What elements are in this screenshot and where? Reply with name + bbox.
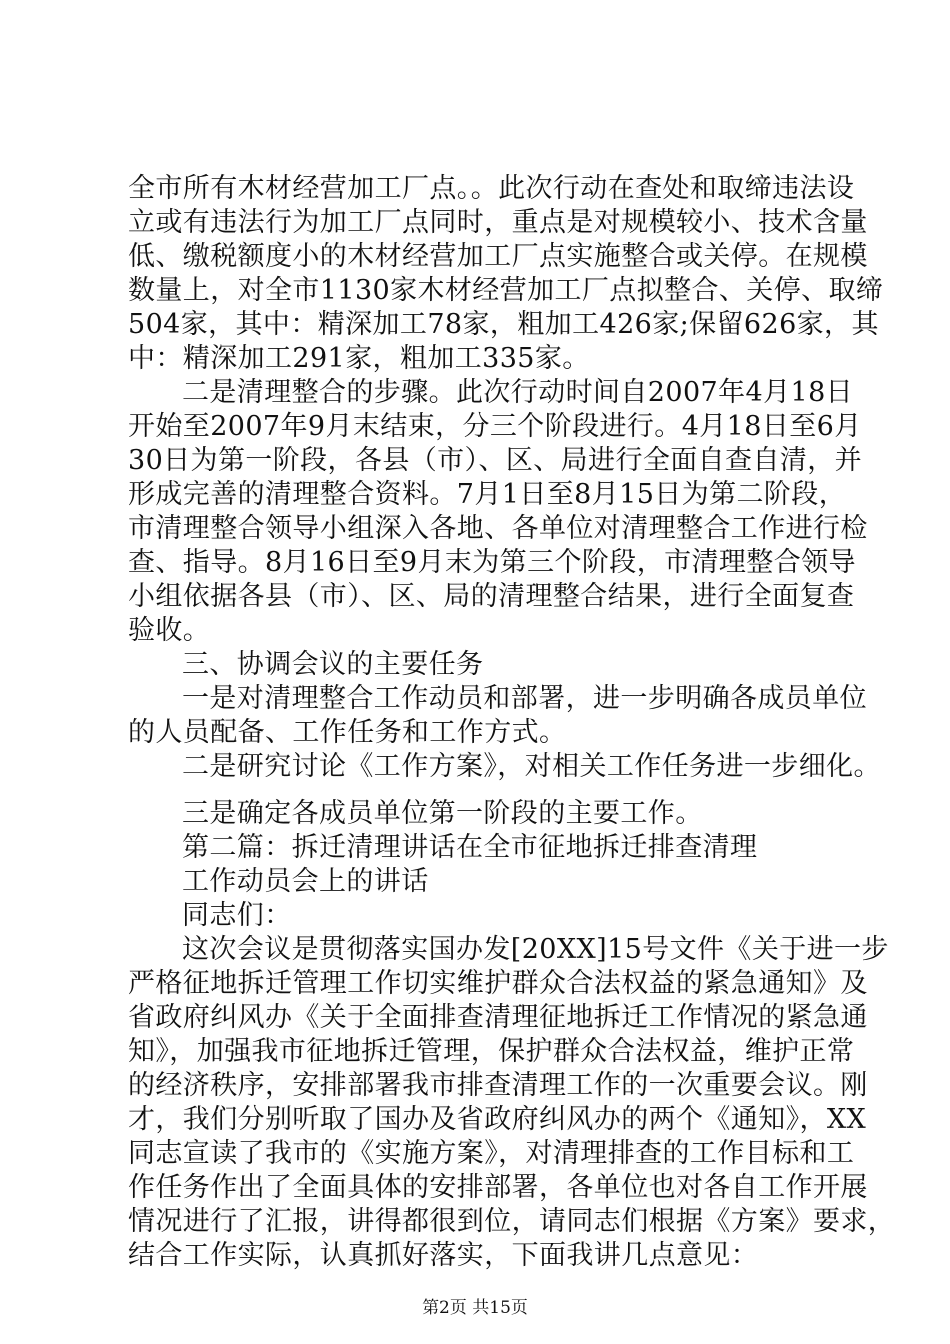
text-line: 作任务作出了全面具体的安排部署，各单位也对各自工作开展 bbox=[128, 1172, 868, 1203]
text-line: 504家，其中：精深加工78家，粗加工426家;保留626家，其 bbox=[128, 309, 879, 340]
text-line: 三、协调会议的主要任务 bbox=[182, 649, 484, 680]
text-line: 市清理整合领导小组深入各地、各单位对清理整合工作进行检 bbox=[128, 513, 868, 544]
text-line: 数量上，对全市1130家木材经营加工厂点拟整合、关停、取缔 bbox=[128, 275, 884, 306]
text-line: 同志们： bbox=[182, 900, 292, 931]
text-line: 严格征地拆迁管理工作切实维护群众合法权益的紧急通知》及 bbox=[128, 968, 868, 999]
text-line: 的人员配备、工作任务和工作方式。 bbox=[128, 717, 567, 748]
text-line: 形成完善的清理整合资料。7月1日至8月15日为第二阶段， bbox=[128, 479, 847, 510]
text-line: 开始至2007年9月末结束，分三个阶段进行。4月18日至6月 bbox=[128, 411, 862, 442]
text-line: 结合工作实际，认真抓好落实，下面我讲几点意见： bbox=[128, 1240, 759, 1271]
text-line: 立或有违法行为加工厂点同时，重点是对规模较小、技术含量 bbox=[128, 207, 868, 238]
text-line: 工作动员会上的讲话 bbox=[182, 866, 429, 897]
text-line: 二是研究讨论《工作方案》，对相关工作任务进一步细化。 bbox=[182, 751, 881, 782]
text-line: 中：精深加工291家，粗加工335家。 bbox=[128, 343, 590, 374]
text-line: 同志宣读了我市的《实施方案》，对清理排查的工作目标和工 bbox=[128, 1138, 855, 1169]
text-line: 的经济秩序，安排部署我市排查清理工作的一次重要会议。刚 bbox=[128, 1070, 868, 1101]
text-line: 小组依据各县（市）、区、局的清理整合结果，进行全面复查 bbox=[128, 581, 855, 612]
text-line: 全市所有木材经营加工厂点。。此次行动在查处和取缔违法设 bbox=[128, 173, 855, 204]
text-line: 省政府纠风办《关于全面排查清理征地拆迁工作情况的紧急通 bbox=[128, 1002, 868, 1033]
text-line: 情况进行了汇报，讲得都很到位，请同志们根据《方案》要求， bbox=[128, 1206, 896, 1237]
text-line: 知》，加强我市征地拆迁管理，保护群众合法权益，维护正常 bbox=[128, 1036, 855, 1067]
text-line: 验收。 bbox=[128, 615, 211, 646]
page-footer: 第2页 共15页 bbox=[422, 1298, 528, 1318]
text-line: 查、指导。8月16日至9月末为第三个阶段，市清理整合领导 bbox=[128, 547, 856, 578]
text-line: 才，我们分别听取了国办及省政府纠风办的两个《通知》，XX bbox=[128, 1104, 867, 1135]
text-line: 这次会议是贯彻落实国办发[20XX]15号文件《关于进一步 bbox=[182, 934, 889, 965]
text-line: 二是清理整合的步骤。此次行动时间自2007年4月18日 bbox=[182, 377, 854, 408]
text-line: 低、缴税额度小的木材经营加工厂点实施整合或关停。在规模 bbox=[128, 241, 868, 272]
text-line: 三是确定各成员单位第一阶段的主要工作。 bbox=[182, 798, 703, 829]
text-line: 第二篇：拆迁清理讲话在全市征地拆迁排查清理 bbox=[182, 832, 758, 863]
text-line: 一是对清理整合工作动员和部署，进一步明确各成员单位 bbox=[182, 683, 867, 714]
text-line: 30日为第一阶段，各县（市）、区、局进行全面自查自清，并 bbox=[128, 445, 863, 476]
